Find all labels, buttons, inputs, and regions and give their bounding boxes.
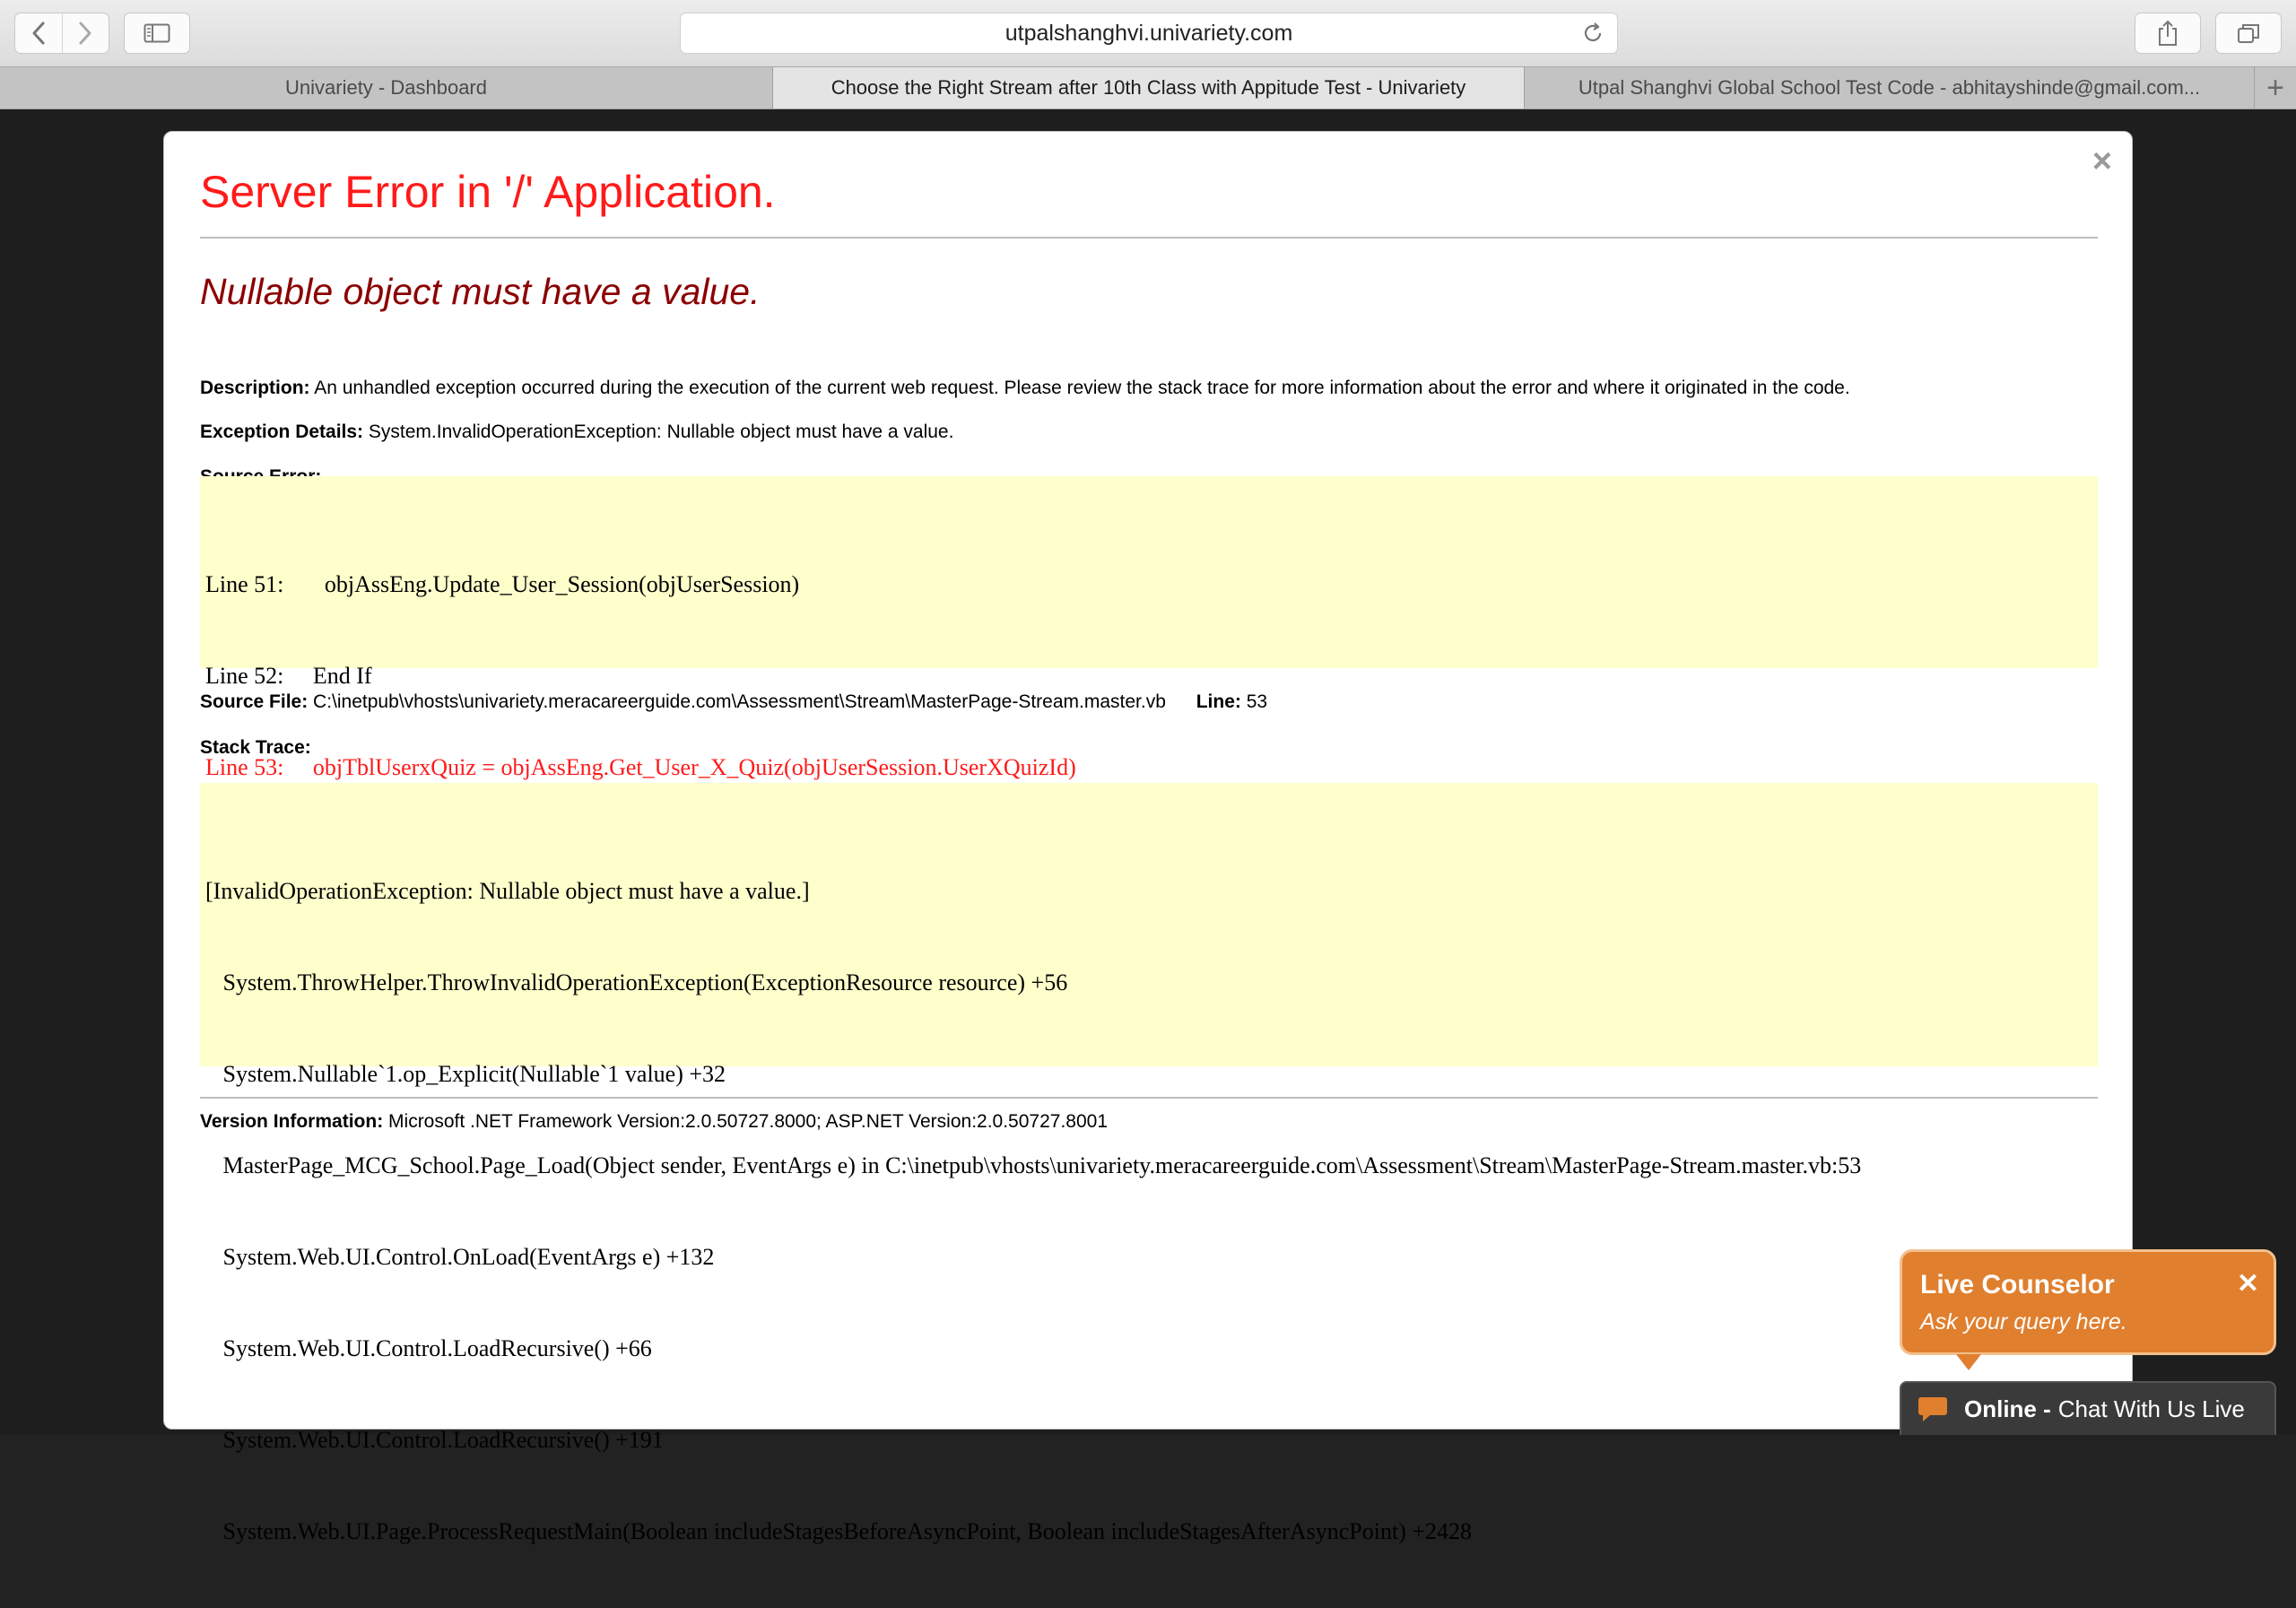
line-label: Line: xyxy=(1196,691,1241,712)
sidebar-button[interactable] xyxy=(124,13,190,54)
tab-test-code[interactable] xyxy=(1525,67,2255,109)
stack-line: [InvalidOperationException: Nullable object must have a value.] xyxy=(205,878,810,904)
title-divider xyxy=(200,237,2098,239)
stack-line: System.ThrowHelper.ThrowInvalidOperationException(ExceptionResource resource) +56 xyxy=(205,969,1068,995)
tab-label: Utpal Shanghvi Global School Test Code - abhitayshinde@gmail.com... xyxy=(1578,76,2201,99)
reload-button[interactable] xyxy=(1581,22,1605,51)
stack-line: System.Web.UI.Control.LoadRecursive() +191 xyxy=(205,1427,664,1453)
description-row xyxy=(200,378,1850,399)
source-line: Line 51: objAssEng.Update_User_Session(objUserSession) xyxy=(205,571,800,597)
error-message: Nullable object must have a value. xyxy=(200,271,761,312)
plus-icon: + xyxy=(2266,70,2284,105)
version-text: Microsoft .NET Framework Version:2.0.50727.8000; ASP.NET Version:2.0.50727.8001 xyxy=(388,1111,1108,1132)
forward-button[interactable] xyxy=(62,13,109,53)
back-button[interactable] xyxy=(15,13,62,53)
chat-bubble-icon xyxy=(1918,1395,1948,1422)
share-icon xyxy=(2157,20,2179,47)
version-divider xyxy=(200,1097,2098,1099)
chat-launcher-bar[interactable] xyxy=(1900,1381,2276,1435)
stack-line: System.Nullable`1.op_Explicit(Nullable`1 value) +32 xyxy=(205,1061,726,1087)
tab-overview-button[interactable] xyxy=(2215,13,2282,54)
modal-close-button[interactable]: × xyxy=(2092,143,2112,180)
line-number: 53 xyxy=(1246,691,1268,712)
share-button[interactable] xyxy=(2135,13,2201,54)
tab-choose-stream[interactable] xyxy=(773,67,1525,109)
chat-subtitle: Ask your query here. xyxy=(1920,1309,2127,1334)
description-text: An unhandled exception occurred during the execution of the current web request. Please review the stack trace for more information about the error and where it originated in the code. xyxy=(314,378,1850,398)
chat-title: Live Counselor xyxy=(1920,1270,2115,1299)
source-file-path: C:\inetpub\vhosts\univariety.meracareerguide.com\Assessment\Stream\MasterPage-Stream.master.vb xyxy=(313,691,1166,712)
tab-univariety-dashboard[interactable] xyxy=(0,67,773,109)
live-counselor-popup[interactable] xyxy=(1900,1249,2276,1355)
tabs-icon xyxy=(2236,22,2261,45)
exception-text: System.InvalidOperationException: Nullable object must have a value. xyxy=(368,422,954,442)
exception-row xyxy=(200,422,953,443)
address-bar[interactable] xyxy=(680,13,1618,54)
nav-buttons xyxy=(14,13,109,54)
tab-bar xyxy=(0,66,2296,109)
error-modal xyxy=(163,131,2133,1544)
sidebar-icon xyxy=(144,23,170,43)
version-row xyxy=(200,1111,1108,1133)
stack-line: System.Web.UI.Control.OnLoad(EventArgs e) +132 xyxy=(205,1244,715,1270)
browser-toolbar xyxy=(0,0,2296,66)
reload-icon xyxy=(1581,22,1605,45)
error-title: Server Error in '/' Application. xyxy=(200,167,776,217)
chevron-left-icon xyxy=(30,21,47,46)
stack-line: System.Web.UI.Page.ProcessRequestMain(Boolean includeStagesBeforeAsyncPoint, Boolean includeStagesAfterAsyncPoint) +2428 xyxy=(205,1518,1472,1544)
source-file-label: Source File: xyxy=(200,691,309,712)
source-line: Line 52: End If xyxy=(205,663,372,689)
chevron-right-icon xyxy=(77,21,93,46)
chat-status: Online - xyxy=(1964,1395,2051,1422)
stack-trace-heading xyxy=(200,737,311,759)
stack-trace-label: Stack Trace: xyxy=(200,737,311,758)
description-label: Description: xyxy=(200,378,310,398)
stack-line: System.Web.UI.Control.LoadRecursive() +66 xyxy=(205,1335,652,1361)
source-file-row xyxy=(200,691,1267,713)
source-line-highlighted: Line 53: objTblUserxQuiz = objAssEng.Get_User_X_Quiz(objUserSession.UserXQuizId) xyxy=(205,754,1076,780)
url-text: utpalshanghvi.univariety.com xyxy=(1004,20,1293,46)
exception-label: Exception Details: xyxy=(200,422,364,442)
tab-label: Univariety - Dashboard xyxy=(285,76,487,99)
stack-line: MasterPage_MCG_School.Page_Load(Object sender, EventArgs e) in C:\inetpub\vhosts\univariety.meracareerguide.com\Assessment\Stream\MasterPage-Stream.master.vb:53 xyxy=(205,1152,1862,1178)
chat-close-button[interactable]: ✕ xyxy=(2236,1269,2259,1299)
tab-label: Choose the Right Stream after 10th Class with Appitude Test - Univariety xyxy=(831,76,1466,99)
version-label: Version Information: xyxy=(200,1111,384,1132)
chat-tail xyxy=(1956,1354,1981,1370)
chat-status-text: Chat With Us Live xyxy=(2057,1395,2245,1422)
new-tab-button[interactable] xyxy=(2255,67,2296,109)
